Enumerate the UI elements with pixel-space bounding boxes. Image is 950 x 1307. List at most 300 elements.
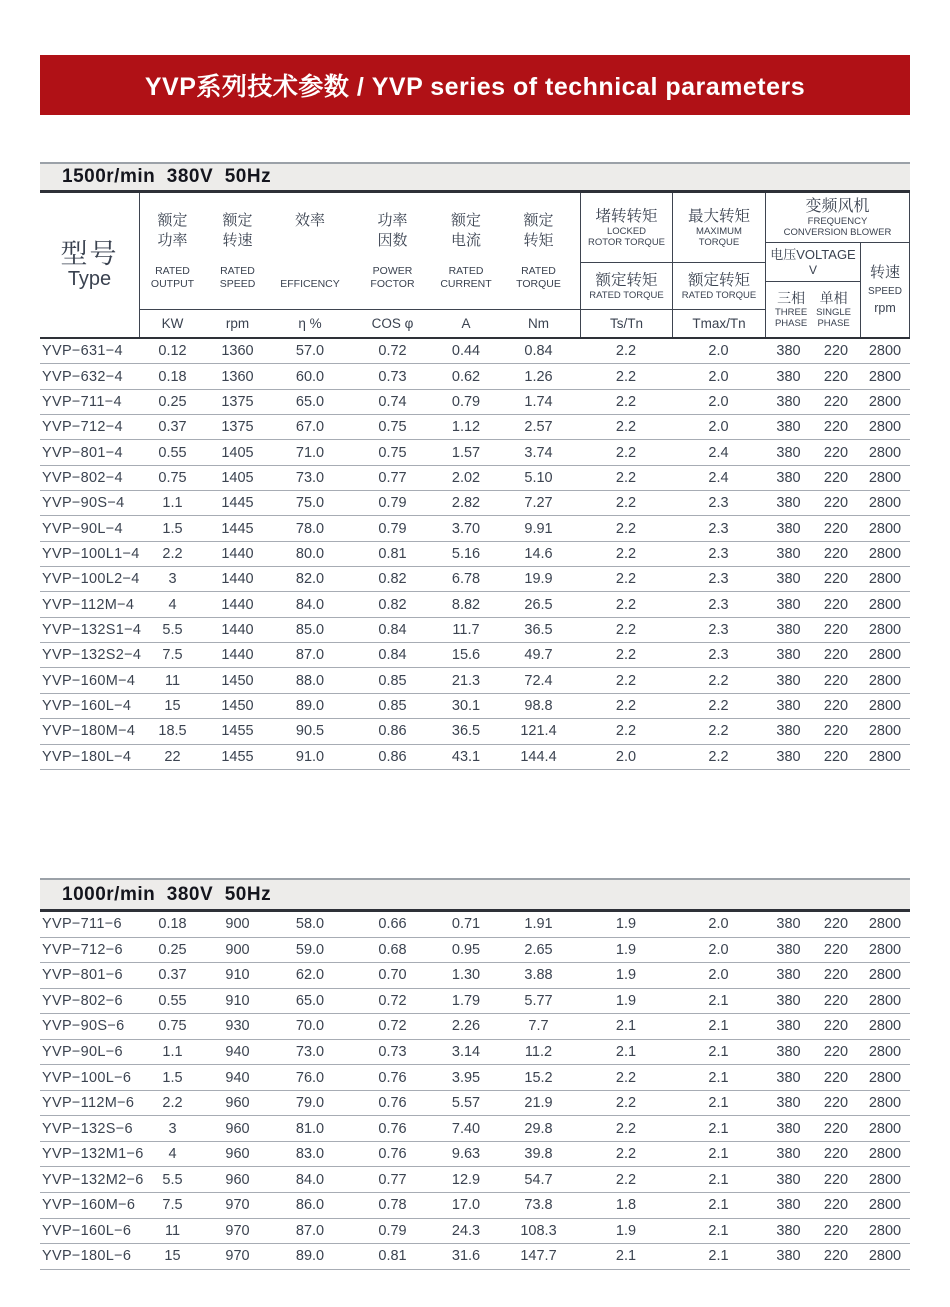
value-cell: 960: [225, 1171, 250, 1188]
model-type-cell: YVP−90S−4: [42, 495, 125, 512]
model-type-cell: YVP−180L−4: [42, 748, 132, 765]
value-cell: 2800: [868, 1044, 902, 1060]
value-cell: 0.18: [158, 368, 187, 385]
value-cell: 2.0: [708, 393, 729, 410]
model-type-cell: YVP−801−4: [42, 444, 123, 461]
value-cell: 2800: [868, 1197, 902, 1214]
value-cell: 2.3: [708, 596, 729, 613]
value-cell: 0.73: [378, 1044, 407, 1060]
header-unit: rpm: [225, 316, 250, 332]
model-type-cell: YVP−90L−4: [42, 520, 123, 537]
model-type-cell: YVP−100L2−4: [42, 571, 140, 588]
ratio-text: RATED TORQUE: [589, 289, 664, 301]
table-1000rpm-rows: [40, 912, 910, 1270]
value-cell: 2.02: [451, 469, 481, 486]
table-row: [40, 364, 910, 389]
value-cell: 9.91: [524, 520, 553, 537]
value-cell: 0.75: [378, 419, 407, 436]
value-cell: 17.0: [451, 1197, 481, 1214]
model-type-cell: YVP−132S−6: [42, 1120, 133, 1137]
value-cell: 2.2: [615, 444, 637, 461]
table-header: [40, 193, 910, 339]
value-cell: 2.2: [708, 672, 729, 689]
header-zh: 额定 电流: [450, 212, 481, 250]
type-label-en: Type: [67, 268, 112, 290]
value-cell: 2800: [868, 621, 902, 638]
value-cell: 0.79: [378, 520, 407, 537]
col-header-type: [40, 193, 140, 337]
value-cell: 3.14: [451, 1044, 481, 1060]
value-cell: 2.2: [615, 571, 637, 588]
value-cell: 0.84: [524, 343, 553, 360]
ratio-denominator: [581, 263, 672, 310]
ratio-text: RATED TORQUE: [681, 289, 757, 301]
value-cell: 2.2: [615, 495, 637, 512]
three-phase-en2: PHASE: [774, 318, 808, 329]
value-cell: 220: [823, 1222, 849, 1239]
value-cell: 2800: [868, 672, 902, 689]
value-cell: 380: [776, 1171, 801, 1188]
value-cell: 1.5: [162, 520, 183, 537]
value-cell: 0.78: [378, 1197, 407, 1214]
value-cell: 2.2: [615, 723, 637, 740]
value-cell: 3.74: [524, 444, 553, 461]
value-cell: 1455: [221, 723, 254, 740]
header-en: EFFICENCY: [280, 278, 340, 291]
value-cell: 380: [776, 1018, 801, 1035]
value-cell: 59.0: [295, 941, 325, 958]
table-row: [40, 1065, 910, 1091]
col-header-torque: [497, 193, 580, 337]
value-cell: 0.76: [378, 1146, 407, 1163]
table-row: [40, 1091, 910, 1117]
col-header-efficency: [270, 193, 350, 337]
value-cell: 1.1: [162, 495, 183, 512]
header-zh: 功率 因数: [377, 212, 408, 250]
value-cell: 9.63: [451, 1146, 481, 1163]
value-cell: 2800: [868, 368, 902, 385]
value-cell: 0.68: [378, 941, 407, 958]
model-type-cell: YVP−802−6: [42, 992, 123, 1009]
table-row: [40, 1014, 910, 1040]
value-cell: 960: [225, 1120, 250, 1137]
value-cell: 2.1: [708, 1120, 729, 1137]
value-cell: 0.77: [378, 469, 407, 486]
phase-headers: [766, 282, 860, 337]
value-cell: 0.82: [378, 596, 407, 613]
model-type-cell: YVP−711−6: [42, 916, 122, 933]
value-cell: 1.9: [615, 992, 637, 1009]
value-cell: 70.0: [295, 1018, 325, 1035]
value-cell: 39.8: [524, 1146, 553, 1163]
value-cell: 2.65: [524, 941, 553, 958]
page-title: YVP系列技术参数 / YVP series of technical parameters: [144, 73, 806, 101]
value-cell: 71.0: [295, 444, 325, 461]
value-cell: 11.2: [524, 1044, 553, 1060]
value-cell: 220: [823, 748, 849, 765]
value-cell: 220: [823, 723, 849, 740]
value-cell: 0.72: [378, 992, 407, 1009]
value-cell: 1.9: [615, 941, 637, 958]
model-type-cell: YVP−112M−4: [42, 596, 135, 613]
value-cell: 1375: [221, 419, 254, 436]
table-row: [40, 1116, 910, 1142]
value-cell: 1445: [221, 520, 254, 537]
table-row: [40, 339, 910, 364]
value-cell: 2.0: [708, 941, 729, 958]
table-row: [40, 745, 910, 770]
speed-label-en: SPEED: [868, 286, 902, 297]
blower-label-zh: 变频风机: [805, 197, 870, 215]
table-row: [40, 466, 910, 491]
value-cell: 81.0: [295, 1120, 325, 1137]
value-cell: 1.26: [524, 368, 553, 385]
value-cell: 98.8: [524, 697, 553, 714]
model-type-cell: YVP−180L−6: [42, 1248, 132, 1265]
value-cell: 220: [823, 1171, 849, 1188]
value-cell: 380: [776, 444, 801, 461]
value-cell: 2.57: [524, 419, 553, 436]
value-cell: 380: [776, 1197, 801, 1214]
model-type-cell: YVP−801−6: [42, 967, 123, 984]
value-cell: 2.1: [708, 1197, 729, 1214]
value-cell: 380: [776, 748, 801, 765]
value-cell: 220: [823, 545, 849, 562]
model-type-cell: YVP−112M−6: [42, 1095, 135, 1112]
section-caption-1000rpm: [40, 878, 910, 912]
header-unit: A: [461, 316, 471, 332]
value-cell: 1440: [221, 571, 254, 588]
header-en: RATED TORQUE: [516, 265, 561, 291]
three-phase-zh: 三相: [777, 290, 806, 306]
value-cell: 380: [776, 621, 801, 638]
model-type-cell: YVP−802−4: [42, 469, 123, 486]
value-cell: 19.9: [524, 571, 553, 588]
value-cell: 4: [168, 1146, 177, 1163]
value-cell: 220: [823, 368, 849, 385]
value-cell: 220: [823, 992, 849, 1009]
value-cell: 2.3: [708, 571, 729, 588]
model-type-cell: YVP−90L−6: [42, 1044, 123, 1060]
col-header-foctor: [350, 193, 435, 337]
header-en: POWER FOCTOR: [370, 265, 415, 291]
value-cell: 2800: [868, 545, 902, 562]
single-phase-en1: SINGLE: [816, 307, 852, 318]
table-row: [40, 719, 910, 744]
value-cell: 6.78: [451, 571, 481, 588]
value-cell: 83.0: [295, 1146, 325, 1163]
value-cell: 0.76: [378, 1095, 407, 1112]
value-cell: 2800: [868, 916, 902, 933]
value-cell: 380: [776, 596, 801, 613]
blower-title: [766, 193, 909, 243]
value-cell: 2.1: [708, 1095, 729, 1112]
value-cell: 220: [823, 1069, 849, 1086]
value-cell: 2800: [868, 393, 902, 410]
value-cell: 2.1: [615, 1044, 637, 1060]
value-cell: 380: [776, 571, 801, 588]
value-cell: 380: [776, 520, 801, 537]
value-cell: 1360: [221, 343, 254, 360]
header-en: RATED OUTPUT: [150, 265, 195, 291]
table-row: [40, 592, 910, 617]
value-cell: 2.2: [708, 723, 729, 740]
value-cell: 43.1: [451, 748, 481, 765]
value-cell: 0.55: [158, 992, 187, 1009]
ratio-numerator: [673, 193, 765, 263]
col-header-three-phase: [775, 290, 807, 329]
value-cell: 2.2: [615, 520, 637, 537]
three-phase-en1: THREE: [774, 307, 808, 318]
ratio-text: MAXIMUM: [696, 226, 742, 238]
header-zh: 额定 功率: [157, 212, 188, 250]
value-cell: 0.75: [158, 1018, 187, 1035]
value-cell: 2.3: [708, 621, 729, 638]
model-type-cell: YVP−712−6: [42, 941, 123, 958]
voltage-header: [766, 243, 860, 282]
value-cell: 220: [823, 647, 849, 664]
value-cell: 0.74: [378, 393, 407, 410]
value-cell: 90.5: [295, 723, 325, 740]
value-cell: 220: [823, 1044, 849, 1060]
value-cell: 5.5: [162, 621, 183, 638]
value-cell: 5.10: [524, 469, 553, 486]
value-cell: 2800: [868, 444, 902, 461]
model-type-cell: YVP−90S−6: [42, 1018, 125, 1035]
ratio-text: ROTOR TORQUE: [587, 237, 666, 249]
table-row: [40, 1142, 910, 1168]
header-name-cell: [497, 193, 580, 310]
value-cell: 65.0: [295, 992, 325, 1009]
value-cell: 29.8: [524, 1120, 553, 1137]
value-cell: 220: [823, 419, 849, 436]
value-cell: 2.0: [615, 748, 637, 765]
model-type-cell: YVP−132S2−4: [42, 647, 142, 664]
value-cell: 80.0: [295, 545, 325, 562]
value-cell: 0.37: [158, 419, 187, 436]
value-cell: 0.85: [378, 697, 407, 714]
value-cell: 380: [776, 1222, 801, 1239]
header-unit: KW: [161, 316, 184, 332]
value-cell: 2.2: [615, 1171, 637, 1188]
value-cell: 18.5: [158, 723, 187, 740]
value-cell: 0.75: [158, 469, 187, 486]
value-cell: 2.2: [615, 419, 637, 436]
value-cell: 91.0: [295, 748, 325, 765]
value-cell: 0.66: [378, 916, 407, 933]
col-header-current: [435, 193, 497, 337]
model-type-cell: YVP−132M2−6: [42, 1171, 144, 1188]
value-cell: 0.12: [158, 343, 187, 360]
value-cell: 2.2: [708, 748, 729, 765]
header-zh: 额定 转速: [222, 212, 253, 250]
value-cell: 2800: [868, 1146, 902, 1163]
value-cell: 380: [776, 992, 801, 1009]
value-cell: 380: [776, 1069, 801, 1086]
col-header-frequency-blower: [765, 193, 910, 337]
table-1500rpm-rows: [40, 339, 910, 770]
table-row: [40, 1244, 910, 1270]
speed-label-zh: 转速: [869, 264, 900, 281]
col-header-single-phase: [816, 290, 851, 329]
header-unit: Tmax/Tn: [692, 316, 746, 332]
title-banner: [40, 55, 910, 115]
value-cell: 144.4: [520, 748, 557, 765]
value-cell: 0.81: [378, 1248, 407, 1265]
value-cell: 2.2: [615, 343, 637, 360]
table-row: [40, 1193, 910, 1219]
value-cell: 15: [164, 1248, 181, 1265]
value-cell: 2800: [868, 495, 902, 512]
header-en: RATED CURRENT: [440, 265, 492, 291]
value-cell: 1.9: [615, 967, 637, 984]
value-cell: 2.4: [708, 444, 729, 461]
value-cell: 220: [823, 1248, 849, 1265]
value-cell: 0.71: [451, 916, 481, 933]
value-cell: 380: [776, 469, 801, 486]
value-cell: 380: [776, 697, 801, 714]
table-row: [40, 1219, 910, 1245]
value-cell: 58.0: [295, 916, 325, 933]
value-cell: 2.2: [615, 368, 637, 385]
value-cell: 2800: [868, 596, 902, 613]
value-cell: 147.7: [520, 1248, 557, 1265]
value-cell: 380: [776, 1248, 801, 1265]
blower-label-en1: FREQUENCY: [807, 215, 868, 227]
model-type-cell: YVP−100L−6: [42, 1069, 132, 1086]
value-cell: 0.85: [378, 672, 407, 689]
blower-body: [766, 243, 909, 337]
value-cell: 2800: [868, 1222, 902, 1239]
value-cell: 1.30: [451, 967, 481, 984]
voltage-label: 电压VOLTAGE: [770, 247, 856, 262]
value-cell: 3: [168, 1120, 177, 1137]
value-cell: 2.1: [708, 1222, 729, 1239]
value-cell: 380: [776, 647, 801, 664]
value-cell: 2.2: [708, 697, 729, 714]
value-cell: 0.79: [378, 495, 407, 512]
value-cell: 72.4: [524, 672, 553, 689]
value-cell: 2.2: [615, 697, 637, 714]
value-cell: 84.0: [295, 1171, 325, 1188]
value-cell: 1440: [221, 545, 254, 562]
value-cell: 940: [225, 1069, 250, 1086]
table-row: [40, 1040, 910, 1066]
value-cell: 2.26: [451, 1018, 481, 1035]
model-type-cell: YVP−712−4: [42, 419, 123, 436]
value-cell: 2.3: [708, 647, 729, 664]
value-cell: 910: [225, 967, 250, 984]
table-row: [40, 1167, 910, 1193]
value-cell: 3.70: [451, 520, 481, 537]
value-cell: 2.2: [615, 621, 637, 638]
value-cell: 1405: [221, 444, 254, 461]
value-cell: 930: [225, 1018, 250, 1035]
header-unit: COS φ: [371, 316, 414, 332]
value-cell: 2800: [868, 1171, 902, 1188]
value-cell: 5.16: [451, 545, 481, 562]
value-cell: 31.6: [451, 1248, 481, 1265]
model-type-cell: YVP−711−4: [42, 393, 122, 410]
value-cell: 36.5: [524, 621, 553, 638]
value-cell: 220: [823, 916, 849, 933]
ratio-numerator: [581, 193, 672, 263]
value-cell: 0.37: [158, 967, 187, 984]
table-row: [40, 668, 910, 693]
speed-unit: rpm: [874, 301, 896, 315]
col-header-speed: [205, 193, 270, 337]
value-cell: 0.75: [378, 444, 407, 461]
value-cell: 1.12: [451, 419, 481, 436]
value-cell: 0.79: [378, 1222, 407, 1239]
value-cell: 960: [225, 1146, 250, 1163]
table-row: [40, 516, 910, 541]
header-zh: 额定 转矩: [523, 212, 554, 250]
value-cell: 1375: [221, 393, 254, 410]
value-cell: 2.0: [708, 343, 729, 360]
table-row: [40, 912, 910, 938]
value-cell: 0.84: [378, 647, 407, 664]
value-cell: 2.3: [708, 520, 729, 537]
value-cell: 220: [823, 1095, 849, 1112]
value-cell: 2.0: [708, 419, 729, 436]
value-cell: 1360: [221, 368, 254, 385]
type-label-zh: 型号: [60, 239, 119, 269]
value-cell: 121.4: [520, 723, 557, 740]
value-cell: 4: [168, 596, 177, 613]
value-cell: 7.40: [451, 1120, 481, 1137]
value-cell: 7.27: [524, 495, 553, 512]
value-cell: 2800: [868, 1095, 902, 1112]
value-cell: 65.0: [295, 393, 325, 410]
value-cell: 220: [823, 697, 849, 714]
value-cell: 2.1: [708, 1044, 729, 1060]
header-unit: Nm: [528, 316, 549, 332]
value-cell: 89.0: [295, 1248, 325, 1265]
value-cell: 1.57: [451, 444, 481, 461]
value-cell: 2.2: [615, 1120, 637, 1137]
value-cell: 0.86: [378, 723, 407, 740]
value-cell: 0.25: [158, 393, 187, 410]
value-cell: 2800: [868, 1018, 902, 1035]
value-cell: 2.4: [708, 469, 729, 486]
table-row: [40, 643, 910, 668]
value-cell: 960: [225, 1095, 250, 1112]
col-header-ts-tn: [580, 193, 672, 337]
value-cell: 2800: [868, 571, 902, 588]
single-phase-en2: PHASE: [817, 318, 850, 329]
value-cell: 1.8: [615, 1197, 637, 1214]
ratio-text: LOCKED: [606, 226, 647, 238]
value-cell: 220: [823, 672, 849, 689]
value-cell: 5.5: [162, 1171, 183, 1188]
table-row: [40, 415, 910, 440]
value-cell: 1.74: [524, 393, 553, 410]
value-cell: 970: [225, 1222, 250, 1239]
value-cell: 49.7: [524, 647, 553, 664]
value-cell: 2.1: [615, 1248, 637, 1265]
value-cell: 380: [776, 419, 801, 436]
header-en: RATED SPEED: [219, 265, 256, 291]
value-cell: 0.84: [378, 621, 407, 638]
value-cell: 2.1: [708, 1171, 729, 1188]
value-cell: 87.0: [295, 1222, 325, 1239]
value-cell: 89.0: [295, 697, 325, 714]
ratio-text: 堵转转矩: [595, 208, 658, 226]
value-cell: 79.0: [295, 1095, 325, 1112]
value-cell: 57.0: [295, 343, 325, 360]
value-cell: 2.0: [708, 916, 729, 933]
